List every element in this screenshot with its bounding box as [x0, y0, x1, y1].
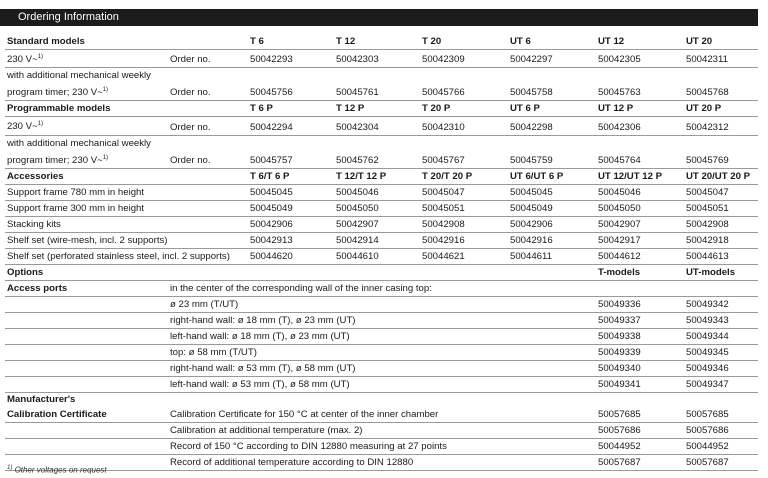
order-number-text: 50042309: [422, 54, 465, 66]
order-number: [684, 184, 758, 200]
row-label: [168, 360, 596, 376]
order-number: [684, 328, 758, 344]
order-number: [596, 232, 684, 248]
order-number-text: 50045051: [422, 202, 465, 214]
row-label: [5, 83, 168, 101]
order-number: [684, 216, 758, 232]
table-row: [5, 392, 758, 407]
column-header: [596, 101, 684, 117]
order-number: [684, 232, 758, 248]
empty-cell: [5, 312, 168, 328]
order-number-text: 50045761: [336, 87, 379, 99]
order-number: [684, 248, 758, 264]
order-number-text: 50044620: [250, 250, 293, 262]
table-row: [5, 328, 758, 344]
order-number-text: 50045759: [510, 154, 553, 166]
column-header: [334, 34, 420, 50]
order-number: [596, 312, 684, 328]
table-row: [5, 184, 758, 200]
row-label-text: with additional mechanical weekly: [7, 70, 151, 82]
order-number-text: 50042306: [598, 121, 641, 133]
row-label: [168, 296, 596, 312]
order-number: [508, 200, 596, 216]
order-number-text: 50045766: [422, 87, 465, 99]
order-number: [420, 184, 508, 200]
row-label: [168, 328, 596, 344]
column-header: [420, 34, 508, 50]
section-header: [0, 9, 758, 26]
order-number-text: 50057686: [598, 424, 641, 436]
order-number-text: 50057687: [598, 456, 641, 468]
order-number-text: 50045768: [686, 87, 729, 99]
order-number-text: 50049341: [598, 378, 641, 390]
column-header-text: UT 20/UT 20 P: [686, 170, 750, 182]
order-number-text: 50049339: [598, 346, 641, 358]
column-header-text: T 20 P: [422, 103, 451, 115]
table-row: [5, 68, 758, 84]
order-number: [508, 184, 596, 200]
order-number-text: 50045046: [598, 186, 641, 198]
order-number-text: 50042303: [336, 54, 379, 66]
column-header-text: UT 6/UT 6 P: [510, 170, 564, 182]
row-label: [5, 50, 168, 68]
order-number: [684, 50, 758, 68]
order-number: [596, 83, 684, 101]
section-title: Ordering Information: [18, 11, 119, 23]
order-number-text: 50042312: [686, 121, 729, 133]
order-number: [684, 454, 758, 470]
order-number: [684, 344, 758, 360]
section-heading: [5, 264, 596, 280]
column-header: [248, 101, 334, 117]
empty-cell: [5, 360, 168, 376]
table-row: [5, 454, 758, 470]
order-label-text: Order no.: [170, 154, 211, 166]
ordering-table: [5, 34, 758, 471]
order-number: [334, 117, 420, 135]
row-label-text: Stacking kits: [7, 218, 61, 230]
row-label: [5, 232, 248, 248]
order-label-text: Order no.: [170, 87, 211, 99]
section-heading: [5, 168, 248, 184]
row-label-text: program timer; 230 V~: [7, 87, 103, 99]
order-number: [248, 200, 334, 216]
order-number-text: 50045757: [250, 154, 293, 166]
section-heading: [5, 34, 248, 50]
table-row: [5, 248, 758, 264]
order-number-text: 50042908: [686, 218, 729, 230]
row-label: [168, 280, 758, 296]
column-header-text: UT 6 P: [510, 103, 540, 115]
column-header: [596, 34, 684, 50]
order-number-text: 50042914: [336, 234, 379, 246]
row-label-text: Calibration at additional temperature (max. 2): [170, 424, 363, 436]
footnote-ref: 1): [102, 154, 109, 161]
order-number: [248, 248, 334, 264]
group-heading: [5, 392, 758, 407]
row-label-text: in the center of the corresponding wall of the inner casing top:: [170, 282, 432, 294]
column-header: [334, 101, 420, 117]
section-header-row: [5, 264, 758, 280]
row-label: [168, 312, 596, 328]
column-header: [684, 168, 758, 184]
table-row: [5, 360, 758, 376]
order-number-text: 50049340: [598, 362, 641, 374]
order-number: [420, 117, 508, 135]
order-number: [248, 83, 334, 101]
row-label: [5, 184, 248, 200]
order-number: [596, 454, 684, 470]
order-number-text: 50042293: [250, 54, 293, 66]
row-label: [168, 407, 596, 423]
order-number: [334, 83, 420, 101]
order-number: [596, 407, 684, 423]
order-label: [168, 151, 248, 169]
order-number-text: 50044952: [686, 440, 729, 452]
order-number: [596, 360, 684, 376]
order-number: [596, 248, 684, 264]
order-number-text: 50045769: [686, 154, 729, 166]
order-number-text: 50042294: [250, 121, 293, 133]
order-label: [168, 83, 248, 101]
row-label: [5, 248, 248, 264]
row-label-text: Calibration Certificate for 150 °C at center of the inner chamber: [170, 408, 439, 420]
table-row: [5, 407, 758, 423]
order-number-text: 50049345: [686, 346, 729, 358]
column-header: [596, 264, 684, 280]
order-number-text: 50045756: [250, 87, 293, 99]
order-number-text: 50045758: [510, 87, 553, 99]
table-row: [5, 151, 758, 169]
order-number-text: 50042916: [510, 234, 553, 246]
order-number: [420, 151, 508, 169]
order-number: [334, 200, 420, 216]
row-label: [168, 438, 596, 454]
order-number: [248, 232, 334, 248]
order-number: [684, 83, 758, 101]
group-heading-text: Calibration Certificate: [7, 408, 107, 420]
order-number: [596, 117, 684, 135]
empty-cell: [5, 296, 168, 312]
order-number-text: 50045051: [686, 202, 729, 214]
order-number-text: 50045762: [336, 154, 379, 166]
order-number: [596, 438, 684, 454]
order-number: [420, 232, 508, 248]
row-label-text: Shelf set (wire-mesh, incl. 2 supports): [7, 234, 168, 246]
table-row: [5, 344, 758, 360]
column-header: [248, 34, 334, 50]
section-header-row: [5, 101, 758, 117]
order-number: [334, 232, 420, 248]
order-label: [168, 117, 248, 135]
column-header-text: UT 20: [686, 36, 713, 47]
column-header-text: T 6 P: [250, 103, 273, 115]
column-header-text: T 20/T 20 P: [422, 170, 473, 182]
section-header-row: [5, 34, 758, 50]
order-number: [596, 328, 684, 344]
order-number: [248, 50, 334, 68]
column-header-text: T 6: [250, 36, 264, 47]
table-row: [5, 135, 758, 151]
order-number: [684, 422, 758, 438]
column-header-text: UT 6: [510, 36, 531, 47]
order-number: [596, 344, 684, 360]
order-number-text: 50049343: [686, 314, 729, 326]
table-row: [5, 50, 758, 68]
column-header: [508, 34, 596, 50]
footnote: $^{1)}$ Other voltages on request: [7, 465, 107, 475]
order-number: [596, 184, 684, 200]
order-number: [334, 248, 420, 264]
order-number-text: 50057685: [686, 408, 729, 420]
order-number: [684, 376, 758, 392]
table-row: [5, 312, 758, 328]
column-header-text: T 12: [336, 36, 356, 47]
order-number: [508, 83, 596, 101]
row-label-text: 230 V~: [7, 121, 38, 133]
order-number: [334, 216, 420, 232]
row-label: [168, 422, 596, 438]
table-row: [5, 280, 758, 296]
order-number-text: 50045045: [250, 186, 293, 198]
order-number-text: 50042298: [510, 121, 553, 133]
order-number: [684, 407, 758, 423]
order-number-text: 50042906: [250, 218, 293, 230]
section-heading-text: Options: [7, 266, 44, 278]
empty-cell: [5, 328, 168, 344]
order-number-text: 50042311: [686, 54, 728, 66]
column-header-text: UT 12 P: [598, 103, 634, 115]
footnote-ref: 1): [37, 54, 44, 60]
order-number: [420, 248, 508, 264]
order-number: [684, 200, 758, 216]
order-number-text: 50049336: [598, 298, 641, 310]
order-number-text: 50042917: [598, 234, 641, 246]
order-number: [596, 296, 684, 312]
order-number-text: 50042908: [422, 218, 465, 230]
order-number: [420, 216, 508, 232]
order-number-text: 50044612: [598, 250, 641, 262]
order-number-text: 50057686: [686, 424, 729, 436]
order-number-text: 50049347: [686, 378, 729, 390]
group-heading: [5, 407, 168, 423]
order-number-text: 50045045: [510, 186, 553, 198]
order-number-text: 50042913: [250, 234, 293, 246]
order-number-text: 50045050: [598, 202, 641, 214]
row-label-text: Shelf set (perforated stainless steel, incl. 2 supports): [7, 250, 230, 262]
row-label: [5, 200, 248, 216]
order-number-text: 50049337: [598, 314, 641, 326]
order-number: [508, 50, 596, 68]
order-number-text: 50057685: [598, 408, 641, 420]
order-number: [596, 151, 684, 169]
column-header-text: UT 12/UT 12 P: [598, 170, 662, 182]
order-number-text: 50044610: [336, 250, 379, 262]
order-number-text: 50042304: [336, 121, 379, 133]
row-label-text: Record of additional temperature according to DIN 12880: [170, 456, 414, 468]
order-number: [684, 296, 758, 312]
order-number: [334, 50, 420, 68]
order-number: [508, 232, 596, 248]
order-number-text: 50042907: [598, 218, 641, 230]
order-number: [508, 151, 596, 169]
group-heading: [5, 280, 168, 296]
order-number: [420, 200, 508, 216]
row-label-text: Record of 150 °C according to DIN 12880 measuring at 27 points: [170, 440, 447, 452]
order-number: [248, 216, 334, 232]
order-number-text: 50042916: [422, 234, 465, 246]
row-label: [168, 344, 596, 360]
column-header-text: T 12 P: [336, 103, 365, 115]
column-header: [508, 168, 596, 184]
column-header-text: T 6/T 6 P: [250, 170, 290, 182]
table-row: [5, 422, 758, 438]
order-number-text: 50049338: [598, 330, 641, 342]
table-row: [5, 83, 758, 101]
row-label-text: right-hand wall: ø 53 mm (T), ø 58 mm (UT): [170, 362, 356, 374]
order-number: [420, 83, 508, 101]
order-number-text: 50042918: [686, 234, 729, 246]
column-header: [420, 101, 508, 117]
order-number-text: 50044613: [686, 250, 729, 262]
order-number-text: 50045049: [510, 202, 553, 214]
order-number: [334, 151, 420, 169]
column-header-text: UT-models: [686, 266, 736, 278]
order-number: [684, 438, 758, 454]
row-label-text: ø 23 mm (T/UT): [170, 298, 239, 310]
order-number-text: 50049346: [686, 362, 729, 374]
section-heading-text: Accessories: [7, 170, 64, 182]
column-header: [508, 101, 596, 117]
section-heading-text: Standard models: [7, 36, 85, 47]
order-number-text: 50045049: [250, 202, 293, 214]
row-label-text: left-hand wall: ø 18 mm (T), ø 23 mm (UT): [170, 330, 350, 342]
order-number: [596, 50, 684, 68]
order-number-text: 50045050: [336, 202, 379, 214]
footnote-ref: 1): [102, 87, 109, 94]
order-number: [684, 151, 758, 169]
order-number-text: 50044952: [598, 440, 641, 452]
order-number: [684, 117, 758, 135]
order-number: [596, 376, 684, 392]
row-label-text: top: ø 58 mm (T/UT): [170, 346, 257, 358]
order-number-text: 50045763: [598, 87, 641, 99]
row-label: [5, 135, 758, 151]
order-number-text: 50044611: [510, 250, 552, 262]
empty-cell: [5, 422, 168, 438]
order-number: [508, 216, 596, 232]
order-number-text: 50045046: [336, 186, 379, 198]
table-row: [5, 376, 758, 392]
order-number: [508, 117, 596, 135]
row-label: [5, 117, 168, 135]
order-number: [596, 200, 684, 216]
section-heading: [5, 101, 248, 117]
order-label: [168, 50, 248, 68]
order-number-text: 50044621: [422, 250, 465, 262]
order-number-text: 50042907: [336, 218, 379, 230]
table-row: [5, 117, 758, 135]
order-number: [248, 184, 334, 200]
column-header-text: T 12/T 12 P: [336, 170, 387, 182]
group-heading-text: Access ports: [7, 282, 68, 294]
row-label: [168, 454, 596, 470]
table-row: [5, 200, 758, 216]
column-header-text: T-models: [598, 266, 641, 278]
row-label: [5, 68, 758, 84]
order-number-text: 50057687: [686, 456, 729, 468]
column-header: [596, 168, 684, 184]
order-number: [248, 117, 334, 135]
order-number: [596, 216, 684, 232]
order-number-text: 50042305: [598, 54, 641, 66]
row-label-text: 230 V~: [7, 54, 38, 66]
row-label-text: left-hand wall: ø 53 mm (T), ø 58 mm (UT): [170, 378, 350, 390]
order-number: [334, 184, 420, 200]
order-label-text: Order no.: [170, 54, 211, 66]
column-header-text: UT 20 P: [686, 103, 722, 115]
order-number: [596, 422, 684, 438]
section-heading-text: Programmable models: [7, 103, 111, 115]
order-number-text: 50045047: [422, 186, 465, 198]
column-header: [420, 168, 508, 184]
column-header: [334, 168, 420, 184]
empty-cell: [5, 438, 168, 454]
order-number: [684, 360, 758, 376]
row-label-text: with additional mechanical weekly: [7, 137, 151, 149]
order-number-text: 50049342: [686, 298, 729, 310]
column-header-text: T 20: [422, 36, 442, 47]
column-header-text: UT 12: [598, 36, 625, 47]
table-row: [5, 296, 758, 312]
order-label-text: Order no.: [170, 121, 211, 133]
order-number: [684, 312, 758, 328]
column-header: [684, 264, 758, 280]
order-number-text: 50049344: [686, 330, 729, 342]
order-number-text: 50045767: [422, 154, 465, 166]
order-number: [420, 50, 508, 68]
order-number-text: 50045764: [598, 154, 641, 166]
column-header: [248, 168, 334, 184]
empty-cell: [5, 344, 168, 360]
row-label-text: right-hand wall: ø 18 mm (T), ø 23 mm (UT): [170, 314, 356, 326]
table-row: [5, 232, 758, 248]
table-row: [5, 438, 758, 454]
group-heading-text: Manufacturer's: [7, 393, 76, 405]
row-label-text: Support frame 780 mm in height: [7, 186, 145, 198]
footnote-ref: 1): [37, 121, 44, 128]
order-number-text: 50045047: [686, 186, 729, 198]
order-number-text: 50042310: [422, 121, 465, 133]
empty-cell: [5, 376, 168, 392]
column-header: [684, 101, 758, 117]
order-number-text: 50042906: [510, 218, 553, 230]
table-row: [5, 216, 758, 232]
row-label-text: program timer; 230 V~: [7, 154, 103, 166]
column-header: [684, 34, 758, 50]
order-number: [248, 151, 334, 169]
row-label: [5, 216, 248, 232]
order-number-text: 50042297: [510, 54, 553, 66]
row-label-text: Support frame 300 mm in height: [7, 202, 145, 214]
row-label: [5, 151, 168, 169]
row-label: [168, 376, 596, 392]
section-header-row: [5, 168, 758, 184]
order-number: [508, 248, 596, 264]
